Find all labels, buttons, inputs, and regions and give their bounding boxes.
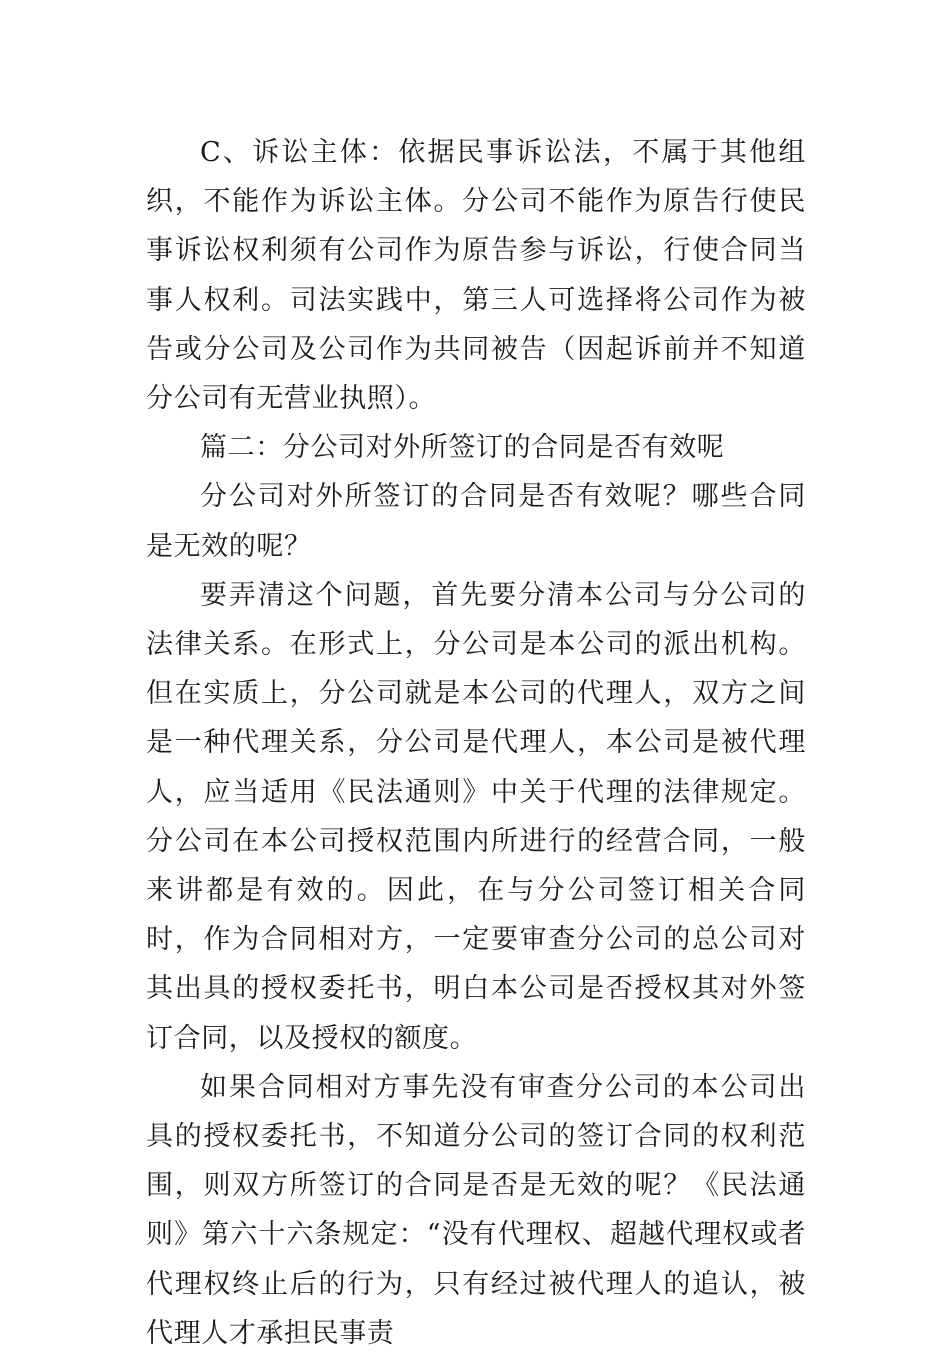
- paragraph-litigation-subject: C、诉讼主体：依据民事诉讼法，不属于其他组织，不能作为诉讼主体。分公司不能作为原告行使民事诉讼权利须有公司作为原告参与诉讼，行使合同当事人权利。司法实践中，第三人可选择将公司作为被告或分公司及公司作为共同被告（因起诉前并不知道分公司有无营业执照）。: [146, 137, 806, 415]
- paragraph-legal-relationship: 要弄清这个问题，首先要分清本公司与分公司的法律关系。在形式上，分公司是本公司的派出机构。但在实质上，分公司就是本公司的代理人，双方之间是一种代理关系，分公司是代理人，本公司是被代理人，应当适用《民法通则》中关于代理的法律规定。分公司在本公司授权范围内所进行的经营合同，一般来讲都是有效的。因此，在与分公司签订相关合同时，作为合同相对方，一定要审查分公司的总公司对其出具的授权委托书，明白本公司是否授权其对外签订合同，以及授权的额度。: [146, 579, 806, 1054]
- paragraph-contract-validity: 如果合同相对方事先没有审查分公司的本公司出具的授权委托书，不知道分公司的签订合同的权利范围，则双方所签订的合同是否是无效的呢？《民法通则》第六十六条规定：“没有代理权、超越代理权或者代理权终止后的行为，只有经过被代理人的追认，被代理人才承担民事责: [146, 1071, 806, 1349]
- document-body: [146, 128, 806, 1358]
- section-heading: 篇二：分公司对外所签订的合同是否有效呢: [200, 432, 725, 464]
- paragraph-question: 分公司对外所签订的合同是否有效呢？哪些合同是无效的呢？: [146, 481, 806, 562]
